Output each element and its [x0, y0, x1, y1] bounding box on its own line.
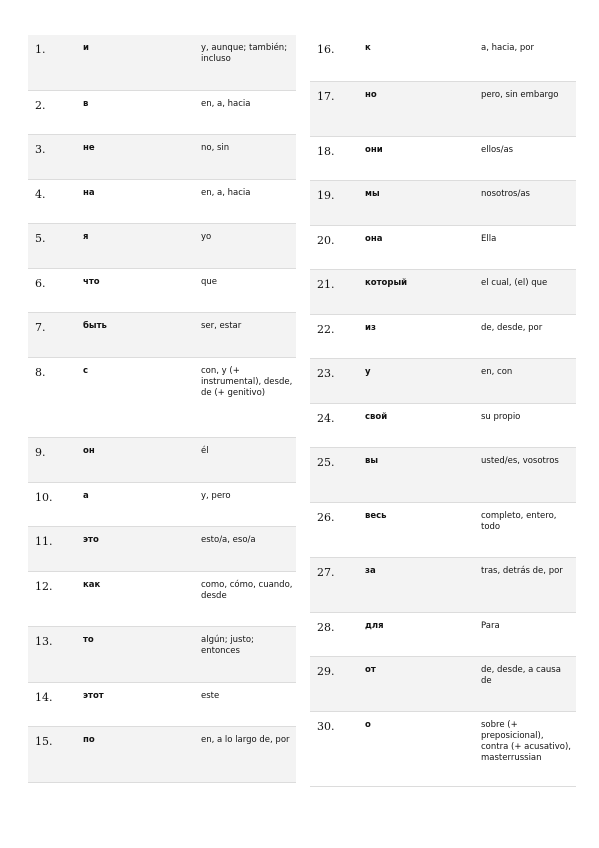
russian-word: для: [365, 621, 384, 631]
spanish-translation: en, a lo largo de, por: [201, 735, 290, 745]
russian-word: весь: [365, 511, 387, 521]
table-row: [310, 181, 576, 226]
row-number: 28.: [317, 621, 335, 634]
russian-word: как: [83, 580, 101, 590]
row-number: 25.: [317, 456, 335, 469]
russian-word: и: [83, 43, 89, 53]
table-row: [310, 315, 576, 359]
russian-word: это: [83, 535, 99, 545]
table-row: [28, 527, 296, 572]
table-row: [28, 180, 296, 224]
row-number: 24.: [317, 412, 335, 425]
row-number: 18.: [317, 145, 335, 158]
left-word-table: [28, 35, 296, 783]
table-row: [310, 503, 576, 558]
spanish-translation: de, desde, a causa de: [481, 665, 561, 686]
spanish-translation: ser, estar: [201, 321, 242, 331]
spanish-translation: el cual, (el) que: [481, 278, 548, 288]
russian-word: они: [365, 145, 383, 155]
russian-word: мы: [365, 189, 380, 199]
spanish-translation: algún; justo; entonces: [201, 635, 254, 656]
russian-word: я: [83, 232, 89, 242]
russian-word: от: [365, 665, 376, 675]
spanish-translation: en, a, hacia: [201, 99, 251, 109]
row-number: 22.: [317, 323, 335, 336]
table-row: [310, 226, 576, 270]
row-number: 8.: [35, 366, 46, 379]
right-word-table: [310, 35, 576, 787]
spanish-translation: en, a, hacia: [201, 188, 251, 198]
table-row: [28, 35, 296, 91]
row-number: 16.: [317, 43, 335, 56]
table-row: [310, 712, 576, 787]
spanish-translation: en, con: [481, 367, 513, 377]
table-row: [310, 359, 576, 404]
table-row: [310, 137, 576, 181]
spanish-translation: que: [201, 277, 218, 287]
russian-word: этот: [83, 691, 104, 701]
spanish-translation: no, sin: [201, 143, 230, 153]
russian-word: вы: [365, 456, 379, 466]
spanish-translation: tras, detrás de, por: [481, 566, 563, 576]
table-row: [28, 483, 296, 527]
spanish-translation: completo, entero, todo: [481, 511, 557, 532]
russian-word: с: [83, 366, 89, 376]
russian-word: но: [365, 90, 377, 100]
table-row: [310, 35, 576, 82]
russian-word: не: [83, 143, 95, 153]
spanish-translation: ellos/as: [481, 145, 514, 155]
row-number: 29.: [317, 665, 335, 678]
spanish-translation: nosotros/as: [481, 189, 530, 199]
russian-word: то: [83, 635, 94, 645]
table-row: [28, 572, 296, 627]
spanish-translation: y, aunque; también; incluso: [201, 43, 288, 64]
russian-word: из: [365, 323, 376, 333]
table-row: [310, 448, 576, 503]
row-number: 20.: [317, 234, 335, 247]
table-row: [28, 91, 296, 135]
spanish-translation: y, pero: [201, 491, 231, 501]
spanish-translation: con, y (+ instrumental), desde, de (+ genitivo): [201, 366, 293, 398]
spanish-translation: usted/es, vosotros: [481, 456, 559, 466]
table-row: [28, 438, 296, 483]
russian-word: свой: [365, 412, 388, 422]
spanish-translation: Para: [481, 621, 500, 631]
table-row: [28, 727, 296, 783]
row-number: 17.: [317, 90, 335, 103]
table-row: [310, 657, 576, 712]
spanish-translation: sobre (+ preposicional), contra (+ acusativo), masterrussian: [481, 720, 571, 763]
table-row: [28, 224, 296, 269]
row-number: 3.: [35, 143, 46, 156]
table-row: [310, 82, 576, 137]
row-number: 30.: [317, 720, 335, 733]
russian-word: за: [365, 566, 376, 576]
table-row: [28, 269, 296, 313]
russian-word: а: [83, 491, 89, 501]
table-row: [310, 558, 576, 613]
russian-word: она: [365, 234, 383, 244]
russian-word: к: [365, 43, 371, 53]
russian-word: он: [83, 446, 95, 456]
russian-word: на: [83, 188, 95, 198]
row-number: 7.: [35, 321, 46, 334]
table-row: [28, 313, 296, 358]
table-row: [310, 613, 576, 657]
spanish-translation: su propio: [481, 412, 521, 422]
row-number: 23.: [317, 367, 335, 380]
table-row: [28, 627, 296, 683]
row-number: 11.: [35, 535, 53, 548]
row-number: 13.: [35, 635, 53, 648]
row-number: 1.: [35, 43, 46, 56]
row-number: 4.: [35, 188, 46, 201]
row-number: 6.: [35, 277, 46, 290]
row-number: 12.: [35, 580, 53, 593]
spanish-translation: de, desde, por: [481, 323, 543, 333]
spanish-translation: pero, sin embargo: [481, 90, 559, 100]
row-number: 15.: [35, 735, 53, 748]
russian-word: о: [365, 720, 371, 730]
row-number: 27.: [317, 566, 335, 579]
spanish-translation: a, hacia, por: [481, 43, 534, 53]
spanish-translation: este: [201, 691, 220, 701]
table-row: [28, 135, 296, 180]
spanish-translation: como, cómo, cuando, desde: [201, 580, 293, 601]
row-number: 2.: [35, 99, 46, 112]
row-number: 26.: [317, 511, 335, 524]
table-row: [28, 683, 296, 727]
table-row: [310, 270, 576, 315]
russian-word: быть: [83, 321, 107, 331]
spanish-translation: él: [201, 446, 209, 456]
table-row: [310, 404, 576, 448]
row-number: 21.: [317, 278, 335, 291]
russian-word: что: [83, 277, 100, 287]
russian-word: который: [365, 278, 408, 288]
russian-word: в: [83, 99, 89, 109]
russian-word: по: [83, 735, 95, 745]
spanish-translation: yo: [201, 232, 212, 242]
row-number: 14.: [35, 691, 53, 704]
table-row: [28, 358, 296, 438]
row-number: 9.: [35, 446, 46, 459]
russian-word: у: [365, 367, 371, 377]
spanish-translation: esto/a, eso/a: [201, 535, 256, 545]
row-number: 5.: [35, 232, 46, 245]
row-number: 19.: [317, 189, 335, 202]
spanish-translation: Ella: [481, 234, 497, 244]
row-number: 10.: [35, 491, 53, 504]
